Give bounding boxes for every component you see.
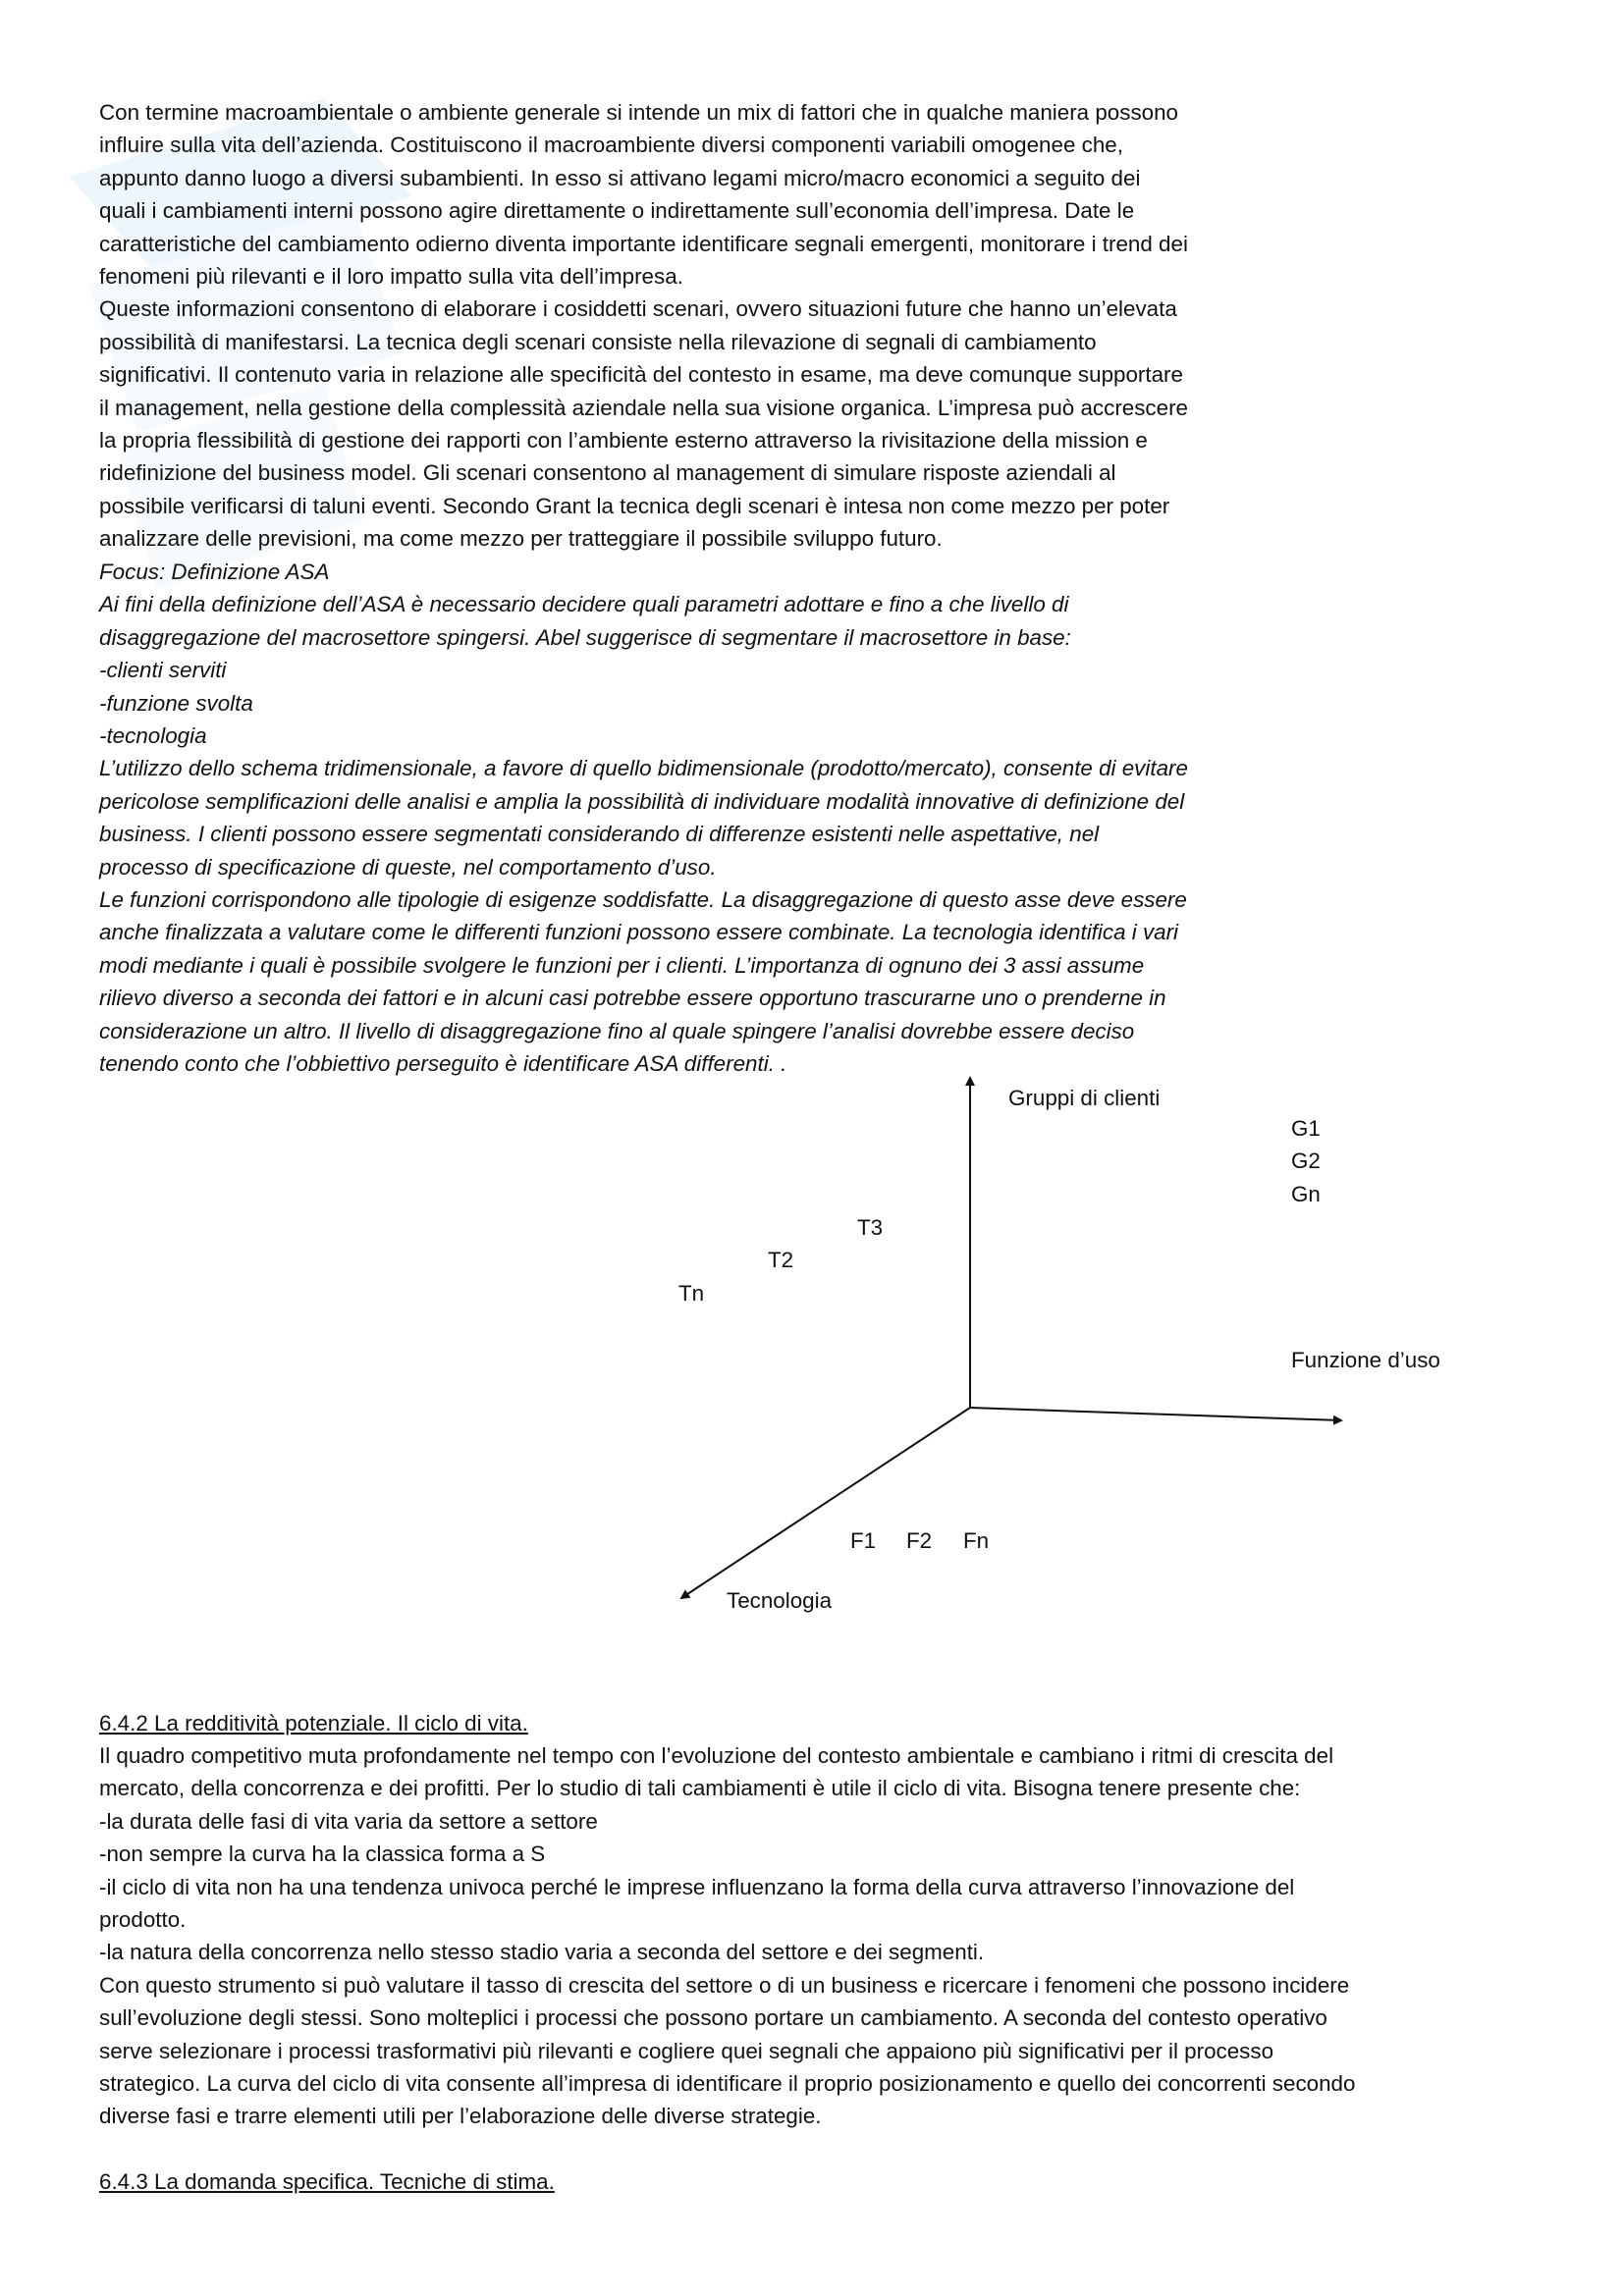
intro-line: quali i cambiamenti interni possono agire direttamente o indirettamente sull’economia dell’impresa. Date le <box>99 198 1135 224</box>
focus-line: disaggregazione del macrosettore spingersi. Abel suggerisce di segmentare il macrosettore in base: <box>99 624 1071 650</box>
focus-list-item: -tecnologia <box>99 723 207 749</box>
body-line: prodotto. <box>99 1907 187 1933</box>
t-label: T2 <box>768 1248 794 1272</box>
t-label: T3 <box>857 1215 884 1240</box>
intro-line: analizzare delle previsioni, ma come mezzo per tratteggiare il possibile sviluppo futuro. <box>99 526 943 552</box>
body-line: Con questo strumento si può valutare il tasso di crescita del settore o di un business e ricercare i fenomeni che possono incidere <box>99 1972 1350 1998</box>
focus-list-item: -clienti serviti <box>99 658 227 683</box>
intro-line: appunto danno luogo a diversi subambienti. In esso si attivano legami micro/macro economici a seguito dei <box>99 165 1141 190</box>
axis-label-technology: Tecnologia <box>727 1588 833 1613</box>
intro-line: possibile verificarsi di taluni eventi. Secondo Grant la tecnica degli scenari è intesa non come mezzo per poter <box>99 493 1170 518</box>
intro-line: possibilità di manifestarsi. La tecnica degli scenari consiste nella rilevazione di segnali di cambiamento <box>99 329 1097 354</box>
section-heading-6-4-2: 6.4.2 La redditività potenziale. Il ciclo di vita. <box>99 1711 528 1735</box>
intro-line: influire sulla vita dell’azienda. Costituiscono il macroambiente diversi componenti variabili omogenee che, <box>99 133 1123 158</box>
intro-line: Con termine macroambientale o ambiente generale si intende un mix di fattori che in qualche maniera possono <box>99 100 1179 125</box>
focus-line: business. I clienti possono essere segmentati considerando di differenze esistenti nelle aspettative, nel <box>99 822 1100 847</box>
focus-line: tenendo conto che l’obbiettivo perseguito è identificare ASA differenti. . <box>99 1051 787 1077</box>
section-6-4-2-body <box>99 1739 1355 2133</box>
focus-line: anche finalizzata a valutare come le differenti funzioni possono essere combinate. La tecnologia identifica i vari <box>99 920 1179 945</box>
intro-line: la propria flessibilità di gestione dei rapporti con l’ambiente esterno attraverso la rivisitazione della mission e <box>99 428 1148 454</box>
body-line: -non sempre la curva ha la classica forma a S <box>99 1842 546 1867</box>
body-line: Il quadro competitivo muta profondamente nel tempo con l’evoluzione del contesto ambientale e cambiano i ritmi di crescita del <box>99 1743 1334 1768</box>
g-label: G2 <box>1291 1148 1321 1173</box>
intro-line: caratteristiche del cambiamento odierno diventa importante identificare segnali emergenti, monitorare i trend dei <box>99 231 1188 256</box>
intro-line: fenomeni più rilevanti e il loro impatto sulla vita dell’impresa. <box>99 264 683 290</box>
f-label: Fn <box>963 1528 990 1553</box>
section-heading-6-4-3: 6.4.3 La domanda specifica. Tecniche di stima. <box>99 2169 555 2194</box>
axis-label-clients: Gruppi di clienti <box>1008 1086 1161 1110</box>
horizontal-axis <box>970 1408 1341 1420</box>
body-line: serve selezionare i processi trasformativi più rilevanti e cogliere quei segnali che appaiono più significativi per il processo <box>99 2038 1274 2063</box>
body-line: -la natura della concorrenza nello stesso stadio varia a seconda del settore e dei segmenti. <box>99 1940 985 1965</box>
focus-list-item: -funzione svolta <box>99 690 253 716</box>
f-label: F2 <box>906 1528 933 1553</box>
focus-line: L’utilizzo dello schema tridimensionale, a favore di quello bidimensionale (prodotto/mercato), consente di evitare <box>99 756 1188 781</box>
body-line: diverse fasi e trarre elementi utili per l’elaborazione delle diverse strategie. <box>99 2104 822 2129</box>
body-line: -il ciclo di vita non ha una tendenza univoca perché le imprese influenzano la forma della curva attraverso l’innovazione del <box>99 1874 1295 1899</box>
focus-line: Ai fini della definizione dell’ASA è necessario decidere quali parametri adottare e fino a che livello di <box>99 592 1069 617</box>
intro-line: significativi. Il contenuto varia in relazione alle specificità del contesto in esame, ma deve comunque supportare <box>99 362 1183 388</box>
body-line: strategico. La curva del ciclo di vita consente all’impresa di identificare il proprio posizionamento e quello dei concorrenti secondo <box>99 2071 1356 2097</box>
focus-line: processo di specificazione di queste, nel comportamento d’uso. <box>99 854 717 880</box>
focus-line: pericolose semplificazioni delle analisi e amplia la possibilità di individuare modalità innovative di definizione del <box>99 788 1185 814</box>
focus-title: Focus: Definizione ASA <box>99 560 330 584</box>
f-label: F1 <box>850 1528 877 1553</box>
focus-line: considerazione un altro. Il livello di disaggregazione fino al quale spingere l’analisi dovrebbe essere deciso <box>99 1018 1135 1043</box>
intro-line: il management, nella gestione della complessità aziendale nella sua visione organica. L’impresa può accrescere <box>99 395 1188 420</box>
g-label: G1 <box>1291 1116 1321 1141</box>
intro-line: Queste informazioni consentono di elaborare i cosiddetti scenari, ovvero situazioni future che hanno un’elevata <box>99 296 1177 322</box>
body-line: sull’evoluzione degli stessi. Sono molteplici i processi che possono portare un cambiamento. A seconda del contesto operativo <box>99 2005 1327 2031</box>
focus-line: rilievo diverso a seconda dei fattori e in alcuni casi potrebbe essere opportuno trascurarne uno o prenderne in <box>99 986 1166 1011</box>
focus-line: modi mediante i quali è possibile svolgere le funzioni per i clienti. L’importanza di ognuno dei 3 assi assume <box>99 952 1145 978</box>
body-line: mercato, della concorrenza e dei profitti. Per lo studio di tali cambiamenti è utile il ciclo di vita. Bisogna tenere presente che: <box>99 1776 1301 1801</box>
g-label: Gn <box>1291 1182 1321 1206</box>
intro-line: ridefinizione del business model. Gli scenari consentono al management di simulare risposte aziendali al <box>99 460 1116 486</box>
focus-line: Le funzioni corrispondono alle tipologie di esigenze soddisfatte. La disaggregazione di questo asse deve essere <box>99 887 1187 913</box>
diagonal-axis <box>681 1408 970 1598</box>
body-line: -la durata delle fasi di vita varia da settore a settore <box>99 1808 598 1834</box>
t-label: Tn <box>678 1281 705 1306</box>
axis-label-function: Funzione d’uso <box>1291 1348 1440 1372</box>
